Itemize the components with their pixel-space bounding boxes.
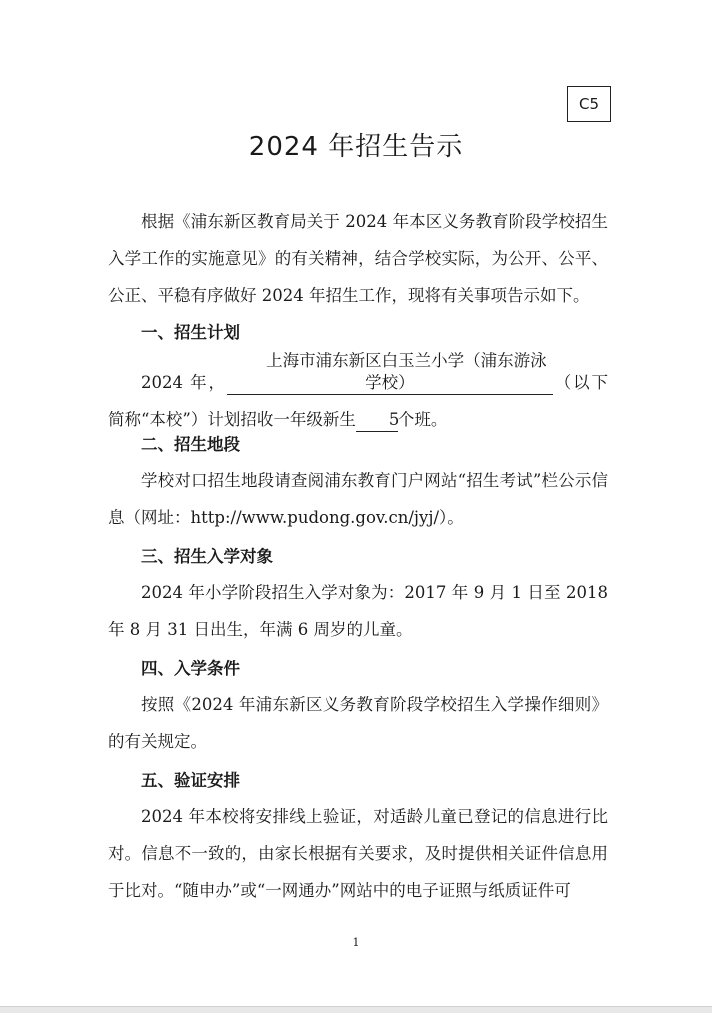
intro-paragraph: 根据《浦东新区教育局关于 2024 年本区义务教育阶段学校招生入学工作的实施意见》的有关精神，结合学校实际，为公开、公平、公正、平稳有序做好 2024 年招生工作，现将有关事项告示如下。 bbox=[108, 212, 608, 305]
section-heading-enrollment-zone: 二、招生地段 bbox=[141, 435, 240, 454]
verification-paragraph: 2024 年本校将安排线上验证，对适龄儿童已登记的信息进行比对。信息不一致的，由家长根据有关要求，及时提供相关证件信息用于比对。“随申办”或“一网通办”网站中的电子证照与纸质证件可 bbox=[108, 807, 608, 900]
enrollment-zone-paragraph: 学校对口招生地段请查阅浦东教育门户网站“招生考试”栏公示信息（网址：http://www.pudong.gov.cn/jyj/）。 bbox=[108, 471, 608, 527]
school-name-field: 上海市浦东新区白玉兰小学（浦东游泳学校） bbox=[227, 350, 553, 395]
page-title: 2024 年招生告示 bbox=[248, 132, 464, 162]
section-heading-admission-conditions: 四、入学条件 bbox=[141, 659, 240, 678]
enrollment-plan-suffix: （以下简 bbox=[108, 373, 608, 429]
eligible-children-paragraph: 2024 年小学阶段招生入学对象为：2017 年 9 月 1 日至 2018 年 8 月 31 日出生，年满 6 周岁的儿童。 bbox=[108, 583, 608, 639]
enrollment-plan-prefix: 2024 年， bbox=[141, 373, 227, 392]
class-count-field: 5 bbox=[356, 409, 398, 432]
enrollment-plan-line2-prefix: 称“本校”）计划招收一年级新生 bbox=[124, 410, 356, 429]
admission-conditions-paragraph: 按照《2024 年浦东新区义务教育阶段学校招生入学操作细则》的有关规定。 bbox=[108, 695, 608, 751]
section-heading-enrollment-plan: 一、招生计划 bbox=[141, 323, 240, 342]
enrollment-plan-line2-suffix: 个班。 bbox=[397, 410, 448, 429]
enrollment-plan-paragraph bbox=[108, 350, 608, 438]
section-heading-eligible-children: 三、招生入学对象 bbox=[141, 547, 273, 566]
document-code-box: C5 bbox=[567, 86, 611, 122]
page-number: 1 bbox=[352, 936, 360, 949]
section-heading-verification: 五、验证安排 bbox=[141, 771, 240, 790]
